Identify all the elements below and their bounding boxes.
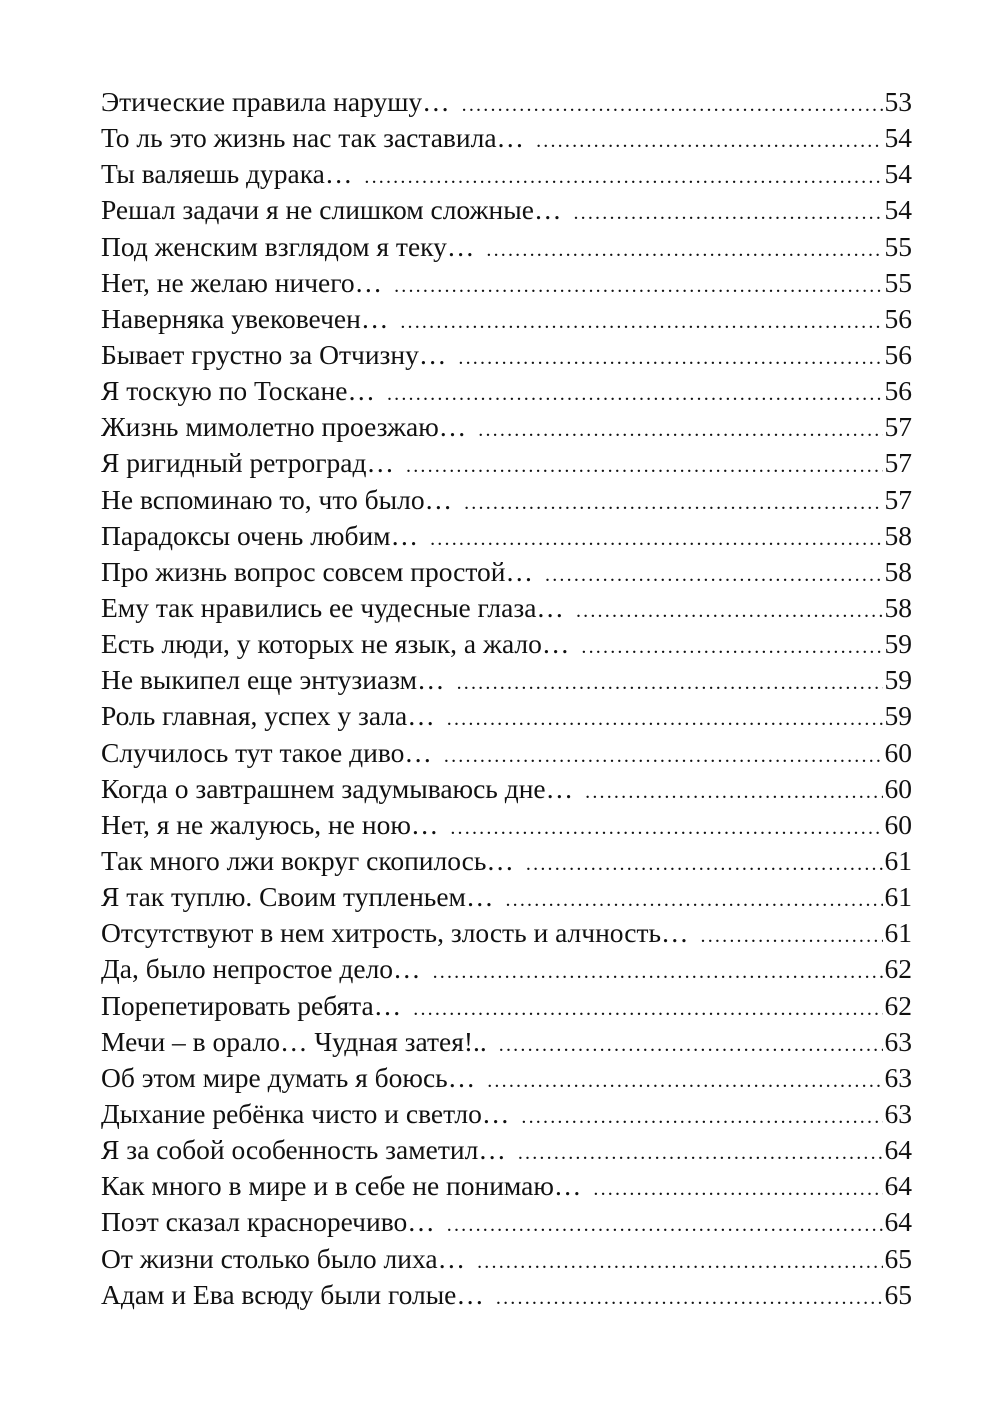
toc-entry-title: Случилось тут такое диво… xyxy=(101,736,432,768)
toc-entry-title: Я так туплю. Своим тупленьем… xyxy=(101,881,494,913)
toc-entry xyxy=(101,409,912,445)
toc-entry-title: Есть люди, у которых не язык, а жало… xyxy=(101,628,570,660)
toc-entry xyxy=(101,1060,912,1096)
toc-entry-title: Ему так нравились ее чудесные глаза… xyxy=(101,591,564,623)
toc-entry-page: 54 xyxy=(884,194,912,226)
toc-dot-leader xyxy=(499,1027,883,1063)
toc-entry-title: Парадоксы очень любим… xyxy=(101,519,419,551)
toc-entry-title: Наверняка увековечен… xyxy=(101,302,389,334)
toc-dot-leader xyxy=(400,304,882,340)
toc-dot-leader xyxy=(433,954,883,990)
toc-dot-leader xyxy=(585,774,882,810)
toc-entry-page: 64 xyxy=(884,1134,912,1166)
toc-entry-title: Дыхание ребёнка чисто и светло… xyxy=(101,1097,510,1129)
toc-entry xyxy=(101,1132,912,1168)
toc-entry-title: Порепетировать ребята… xyxy=(101,989,402,1021)
toc-entry xyxy=(101,951,912,987)
toc-entry-page: 54 xyxy=(884,122,912,154)
toc-dot-leader xyxy=(521,1099,882,1135)
toc-entry xyxy=(101,265,912,301)
toc-entry-page: 60 xyxy=(884,772,912,804)
toc-entry-title: Этические правила нарушу… xyxy=(101,86,450,117)
toc-entry-title: Поэт сказал красноречиво… xyxy=(101,1206,435,1238)
toc-entry-page: 56 xyxy=(884,302,912,334)
toc-entry-page: 57 xyxy=(884,447,912,479)
toc-entry xyxy=(101,879,912,915)
toc-entry-page: 62 xyxy=(884,989,912,1021)
toc-entry-page: 56 xyxy=(884,375,912,407)
toc-entry xyxy=(101,482,912,518)
toc-entry-page: 63 xyxy=(884,1061,912,1093)
toc-entry xyxy=(101,807,912,843)
toc-entry-title: Не вспоминаю то, что было… xyxy=(101,483,453,515)
toc-entry xyxy=(101,554,912,590)
toc-entry-title: Да, было непростое дело… xyxy=(101,953,421,985)
toc-entry xyxy=(101,698,912,734)
toc-entry xyxy=(101,84,912,120)
toc-dot-leader xyxy=(573,195,882,231)
toc-entry xyxy=(101,192,912,228)
toc-dot-leader xyxy=(576,593,883,629)
toc-entry-title: Нет, я не жалуюсь, не ною… xyxy=(101,808,439,840)
toc-entry xyxy=(101,156,912,192)
toc-entry-page: 57 xyxy=(884,411,912,443)
toc-entry-title: Об этом мире думать я боюсь… xyxy=(101,1061,476,1093)
toc-entry xyxy=(101,771,912,807)
toc-entry-title: Как много в мире и в себе не понимаю… xyxy=(101,1170,582,1202)
toc-entry xyxy=(101,1277,912,1313)
toc-entry xyxy=(101,229,912,265)
toc-entry xyxy=(101,518,912,554)
toc-entry xyxy=(101,626,912,662)
toc-dot-leader xyxy=(505,882,882,918)
toc-entry-page: 59 xyxy=(884,700,912,732)
toc-entry-page: 59 xyxy=(884,664,912,696)
toc-entry-title: Роль главная, успех у зала… xyxy=(101,700,435,732)
toc-dot-leader xyxy=(364,159,882,195)
toc-entry-page: 55 xyxy=(884,230,912,262)
toc-entry xyxy=(101,843,912,879)
toc-entry xyxy=(101,1241,912,1277)
toc-dot-leader xyxy=(526,846,883,882)
toc-entry-title: Под женским взглядом я теку… xyxy=(101,230,475,262)
toc-entry xyxy=(101,1168,912,1204)
toc-entry xyxy=(101,1024,912,1060)
toc-dot-leader xyxy=(518,1135,883,1171)
toc-dot-leader xyxy=(536,123,882,159)
toc-entry-page: 65 xyxy=(884,1242,912,1274)
toc-dot-leader xyxy=(593,1171,882,1207)
toc-entry-page: 64 xyxy=(884,1206,912,1238)
toc-entry-page: 53 xyxy=(884,86,912,117)
toc-dot-leader xyxy=(486,232,882,268)
toc-entry-title: Отсутствуют в нем хитрость, злость и алчность… xyxy=(101,917,689,949)
toc-entry-page: 57 xyxy=(884,483,912,515)
toc-dot-leader xyxy=(447,1207,883,1243)
toc-entry-title: От жизни столько было лиха… xyxy=(101,1242,466,1274)
toc-entry-title: То ль это жизнь нас так заставила… xyxy=(101,122,525,154)
toc-entry xyxy=(101,988,912,1024)
toc-dot-leader xyxy=(444,738,883,774)
toc-entry-title: Мечи – в орало… Чудная затея!.. xyxy=(101,1025,487,1057)
toc-dot-leader xyxy=(487,1063,882,1099)
toc-entry-title: Не выкипел еще энтузиазм… xyxy=(101,664,445,696)
table-of-contents xyxy=(101,84,912,1313)
toc-dot-leader xyxy=(447,701,883,737)
toc-dot-leader xyxy=(430,521,882,557)
toc-dot-leader xyxy=(387,376,883,412)
toc-entry-page: 55 xyxy=(884,266,912,298)
toc-entry-page: 61 xyxy=(884,917,912,949)
toc-dot-leader xyxy=(478,412,882,448)
toc-entry-page: 54 xyxy=(884,158,912,190)
toc-entry-title: Я тоскую по Тоскане… xyxy=(101,375,375,407)
toc-dot-leader xyxy=(394,268,882,304)
toc-entry xyxy=(101,120,912,156)
toc-entry-title: Когда о завтрашнем задумываюсь дне… xyxy=(101,772,574,804)
toc-entry xyxy=(101,445,912,481)
toc-entry-page: 65 xyxy=(884,1278,912,1310)
toc-entry-page: 59 xyxy=(884,628,912,660)
toc-dot-leader xyxy=(477,1244,882,1280)
toc-entry xyxy=(101,1096,912,1132)
toc-entry-page: 58 xyxy=(884,519,912,551)
toc-dot-leader xyxy=(464,485,882,521)
toc-entry-page: 60 xyxy=(884,736,912,768)
toc-entry xyxy=(101,301,912,337)
toc-entry-page: 58 xyxy=(884,555,912,587)
toc-entry-page: 56 xyxy=(884,338,912,370)
toc-entry xyxy=(101,1204,912,1240)
toc-dot-leader xyxy=(701,918,883,954)
toc-entry-title: Жизнь мимолетно проезжаю… xyxy=(101,411,467,443)
toc-entry-title: Ты валяешь дурака… xyxy=(101,158,353,190)
toc-entry xyxy=(101,735,912,771)
toc-entry-page: 64 xyxy=(884,1170,912,1202)
toc-dot-leader xyxy=(413,991,882,1027)
toc-dot-leader xyxy=(458,340,882,376)
toc-entry xyxy=(101,915,912,951)
toc-entry-title: Так много лжи вокруг скопилось… xyxy=(101,844,514,876)
toc-dot-leader xyxy=(406,448,883,484)
toc-entry-title: Я ригидный ретроград… xyxy=(101,447,394,479)
toc-entry-page: 61 xyxy=(884,881,912,913)
toc-entry-title: Бывает грустно за Отчизну… xyxy=(101,338,447,370)
toc-entry-page: 63 xyxy=(884,1025,912,1057)
toc-entry-page: 63 xyxy=(884,1097,912,1129)
toc-dot-leader xyxy=(462,87,883,123)
toc-entry-title: Нет, не желаю ничего… xyxy=(101,266,383,298)
toc-dot-leader xyxy=(457,665,883,701)
toc-entry xyxy=(101,337,912,373)
toc-entry xyxy=(101,373,912,409)
toc-dot-leader xyxy=(545,557,882,593)
toc-entry-page: 61 xyxy=(884,844,912,876)
toc-dot-leader xyxy=(450,810,882,846)
toc-entry-title: Адам и Ева всюду были голые… xyxy=(101,1278,484,1310)
toc-entry-page: 62 xyxy=(884,953,912,985)
toc-entry xyxy=(101,590,912,626)
toc-entry xyxy=(101,662,912,698)
toc-entry-title: Решал задачи я не слишком сложные… xyxy=(101,194,562,226)
toc-entry-page: 58 xyxy=(884,591,912,623)
toc-dot-leader xyxy=(496,1280,883,1316)
toc-entry-title: Я за собой особенность заметил… xyxy=(101,1134,506,1166)
toc-entry-page: 60 xyxy=(884,808,912,840)
toc-entry-title: Про жизнь вопрос совсем простой… xyxy=(101,555,534,587)
toc-dot-leader xyxy=(581,629,882,665)
